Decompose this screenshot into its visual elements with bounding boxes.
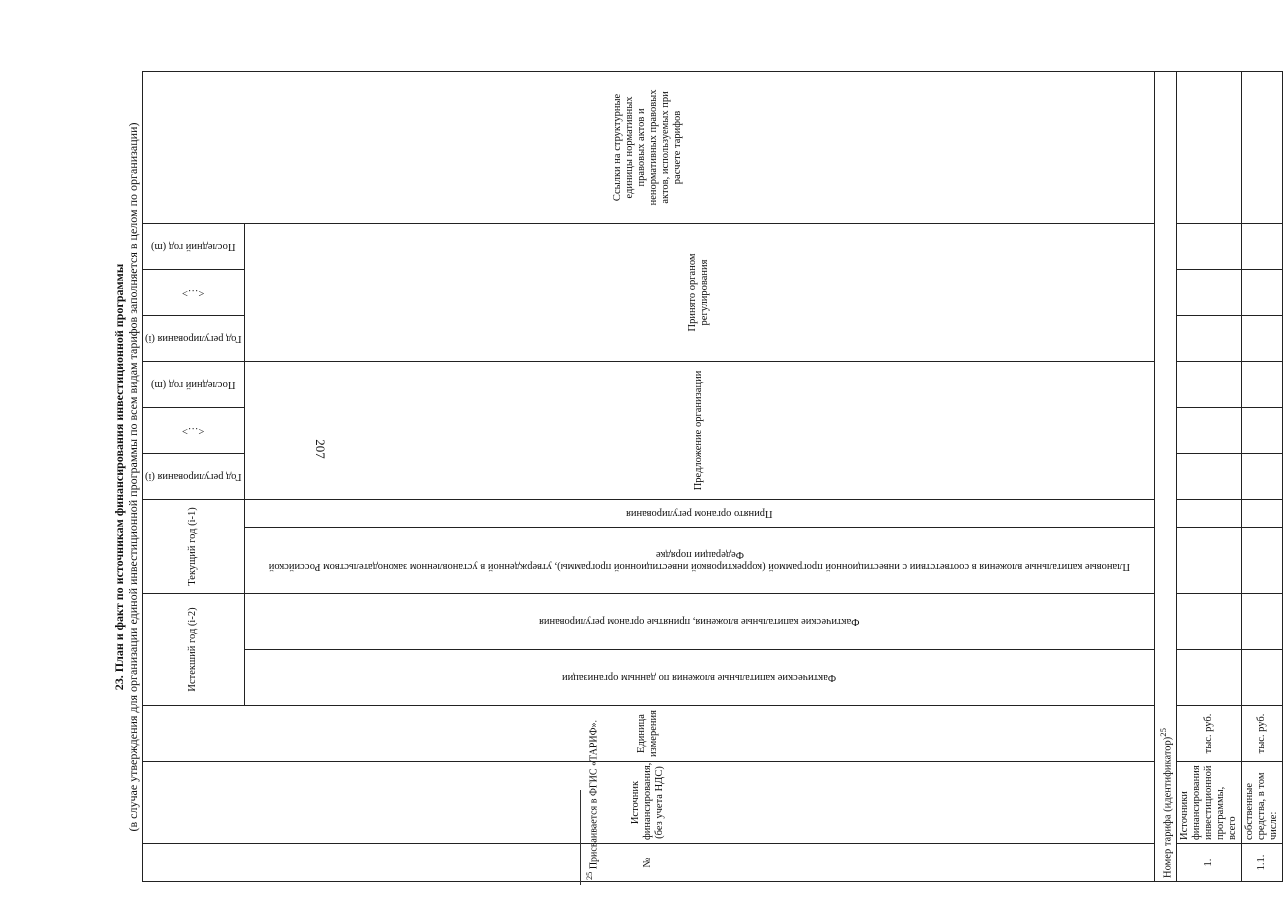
cell [1177, 269, 1242, 315]
cell [1177, 223, 1242, 269]
header-year-i-1: Год регулирования (i) [143, 453, 245, 499]
cell [1242, 527, 1283, 593]
header-unit: Единица измерения [143, 706, 1155, 762]
cell [1177, 593, 1242, 649]
row-num: 1. [1177, 844, 1242, 882]
table-row [1242, 71, 1283, 881]
page-number: 207 [313, 439, 328, 459]
row-unit: тыс. руб. [1242, 706, 1283, 762]
table-title [112, 72, 140, 882]
header-num: № [143, 844, 1155, 882]
row-unit: тыс. руб. [1177, 706, 1242, 762]
table-row [1177, 71, 1242, 881]
cell [1242, 593, 1283, 649]
tariff-row: Номер тарифа (идентификатор)$^{25}$ [1154, 71, 1177, 881]
row-name: собственные средства, в том числе: [1242, 762, 1283, 844]
cell [1177, 361, 1242, 407]
row-num: 1.1. [1242, 844, 1283, 882]
header-fact-org: Фактические капитальные вложения по данным организации [244, 650, 1154, 706]
row-name: Источники финансирования инвестиционной программы, всего [1177, 762, 1242, 844]
cell [1242, 71, 1283, 223]
header-ellipsis-2: <…> [143, 269, 245, 315]
footnote: $^{25}$ Присваивается в ФГИС «ТАРИФ». [585, 719, 600, 880]
cell [1242, 453, 1283, 499]
financing-table [142, 71, 1283, 882]
header-last-year-1: Последний год (m) [143, 361, 245, 407]
cell [1242, 650, 1283, 706]
title-sub: (в случае утверждения для организации единой инвестиционной программы по всем видам тарифов заполняется в целом по организации) [126, 122, 140, 832]
header-year-i-2: Год регулирования (i) [143, 315, 245, 361]
header-refs: Ссылки на структурные единицы нормативных правовых актов и ненормативных правовых актов, используемых при расчете тарифов [143, 71, 1155, 223]
header-prev-year: Истекший год (i-2) [143, 593, 245, 705]
cell [1242, 269, 1283, 315]
cell [1242, 361, 1283, 407]
header-fact-reg: Фактические капитальные вложения, принятые органом регулирования [244, 593, 1154, 649]
header-ellipsis-1: <…> [143, 407, 245, 453]
cell [1177, 453, 1242, 499]
header-cur-year: Текущий год (i-1) [143, 499, 245, 593]
cell [1177, 527, 1242, 593]
cell [1242, 223, 1283, 269]
header-accepted-reg: Принято органом регулирования [244, 223, 1154, 361]
cell [1177, 650, 1242, 706]
cell [1242, 315, 1283, 361]
cell [1177, 407, 1242, 453]
header-last-year-2: Последний год (m) [143, 223, 245, 269]
header-accepted: Принято органом регулирования [244, 499, 1154, 527]
title-main: 23. План и факт по источникам финансирования инвестиционной программы [112, 263, 126, 691]
cell [1177, 499, 1242, 527]
cell [1242, 407, 1283, 453]
header-proposal: Предложение организации [244, 361, 1154, 499]
cell [1242, 499, 1283, 527]
header-planned: Плановые капитальные вложения в соответствии с инвестиционной программой (корректировкой инвестиционной программы), утвержденной в установленном законодательством Российской Федерации порядке [244, 527, 1154, 593]
header-source: Источник финансирования, (без учета НДС) [143, 762, 1155, 844]
footnote-divider [580, 790, 581, 885]
cell [1177, 71, 1242, 223]
cell [1177, 315, 1242, 361]
